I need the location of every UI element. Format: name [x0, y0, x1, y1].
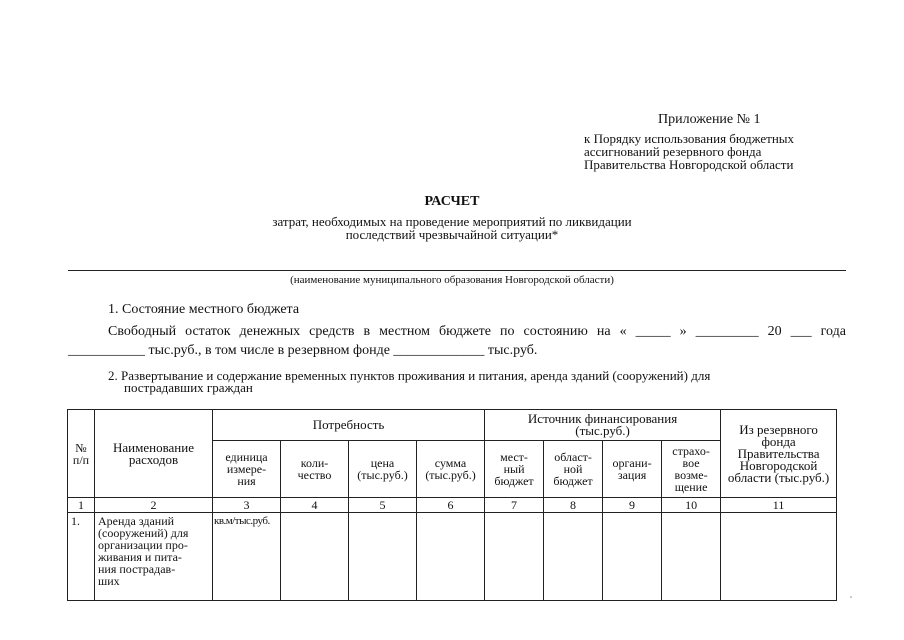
header-qty-line: чество	[297, 468, 332, 482]
header-no-line: №	[75, 440, 87, 455]
appendix-reference	[584, 132, 794, 171]
column-number: 4	[281, 498, 349, 513]
header-reserve-fund	[721, 410, 837, 498]
header-unit-line: измере-	[226, 462, 267, 476]
header-need-group: Потребность	[213, 410, 485, 441]
row-regional-budget	[544, 513, 603, 601]
appendix-line: ассигнований резервного фонда	[584, 144, 762, 159]
header-local-line: ный	[503, 462, 525, 476]
header-insurance-line: возме-	[674, 468, 708, 482]
expense-table	[67, 409, 837, 601]
row-quantity	[281, 513, 349, 601]
row-name-line: живания и пита-	[98, 550, 182, 564]
header-regional-budget	[544, 441, 603, 498]
column-number: 6	[417, 498, 485, 513]
column-number: 7	[485, 498, 544, 513]
header-reserve-line: Новгородской	[739, 457, 818, 473]
row-name-line: (сооружений) для	[98, 526, 189, 540]
row-sum	[417, 513, 485, 601]
header-sum	[417, 441, 485, 498]
column-number: 9	[603, 498, 662, 513]
row-price	[349, 513, 417, 601]
row-expense-name	[95, 513, 213, 601]
row-name-line: ния пострадав-	[98, 562, 176, 576]
scan-speck	[850, 596, 852, 598]
header-name-line: расходов	[128, 451, 179, 467]
header-reserve-line: Правительства	[737, 445, 820, 461]
row-unit: кв.м/тыс.руб.	[213, 513, 281, 601]
row-number: 1.	[68, 513, 95, 601]
column-number: 10	[662, 498, 721, 513]
header-quantity	[281, 441, 349, 498]
header-org-line: органи-	[612, 456, 652, 470]
header-no-line: п/п	[72, 452, 90, 467]
header-insurance-line: щение	[674, 480, 708, 494]
header-name-line: Наименование	[113, 439, 194, 455]
table-row	[68, 513, 837, 601]
section2-line1: 2. Развертывание и содержание временных пунктов проживания и питания, аренда зданий (сооружений) для	[108, 368, 711, 383]
header-local-line: бюджет	[494, 474, 534, 488]
header-regional-line: област-	[554, 450, 592, 464]
header-unit-line: ния	[237, 474, 256, 488]
header-local-budget	[485, 441, 544, 498]
subtitle-line: затрат, необходимых на проведение мероприятий по ликвидации	[272, 214, 632, 229]
header-regional-line: ной	[563, 462, 583, 476]
header-price	[349, 441, 417, 498]
header-unit	[213, 441, 281, 498]
header-insurance-line: вое	[682, 456, 700, 470]
appendix-line: Правительства Новгородской области	[584, 157, 794, 172]
row-name-line: Аренда зданий	[98, 514, 175, 528]
header-expense-name	[95, 410, 213, 498]
row-insurance	[662, 513, 721, 601]
section1-line1: Свободный остаток денежных средств в местном бюджете по состоянию на « _____ » _________ 20 ___ года	[108, 324, 846, 339]
municipality-name-line	[68, 270, 846, 271]
header-no	[68, 410, 95, 498]
row-organization	[603, 513, 662, 601]
section1-heading: 1. Состояние местного бюджета	[108, 302, 300, 317]
header-organization	[603, 441, 662, 498]
column-number: 8	[544, 498, 603, 513]
row-name-line: организации про-	[98, 538, 188, 552]
header-sum-line: (тыс.руб.)	[425, 468, 476, 482]
header-price-line: цена	[370, 456, 395, 470]
header-reserve-line: Из резервного фонда	[739, 421, 818, 449]
header-qty-line: коли-	[300, 456, 329, 470]
section2-heading	[108, 370, 828, 394]
header-insurance-line: страхо-	[672, 444, 710, 458]
header-source-group	[485, 410, 721, 441]
municipality-name-caption: (наименование муниципального образования Новгородской области)	[290, 274, 614, 286]
header-source-line: Источник финансирования	[527, 411, 678, 426]
header-org-line: зация	[617, 468, 647, 482]
header-price-line: (тыс.руб.)	[357, 468, 408, 482]
header-sum-line: сумма	[434, 456, 467, 470]
header-regional-line: бюджет	[553, 474, 593, 488]
header-source-line: (тыс.руб.)	[575, 423, 630, 438]
column-number: 3	[213, 498, 281, 513]
row-name-line: ших	[98, 574, 120, 588]
row-local-budget	[485, 513, 544, 601]
document-title: РАСЧЕТ	[424, 194, 480, 209]
header-insurance	[662, 441, 721, 498]
header-unit-line: единица	[225, 450, 268, 464]
section2-line2: пострадавших граждан	[124, 380, 253, 395]
column-number: 2	[95, 498, 213, 513]
column-number: 5	[349, 498, 417, 513]
appendix-line: к Порядку использования бюджетных	[584, 131, 795, 146]
document-subtitle	[0, 215, 904, 241]
appendix-number: Приложение № 1	[658, 112, 761, 127]
row-reserve-fund	[721, 513, 837, 601]
header-reserve-line: области (тыс.руб.)	[727, 469, 830, 485]
column-number: 11	[721, 498, 837, 513]
column-number: 1	[68, 498, 95, 513]
subtitle-line: последствий чрезвычайной ситуации*	[345, 227, 559, 242]
section1-line2: ___________ тыс.руб., в том числе в резервном фонде _____________ тыс.руб.	[68, 343, 538, 358]
header-local-line: мест-	[500, 450, 528, 464]
